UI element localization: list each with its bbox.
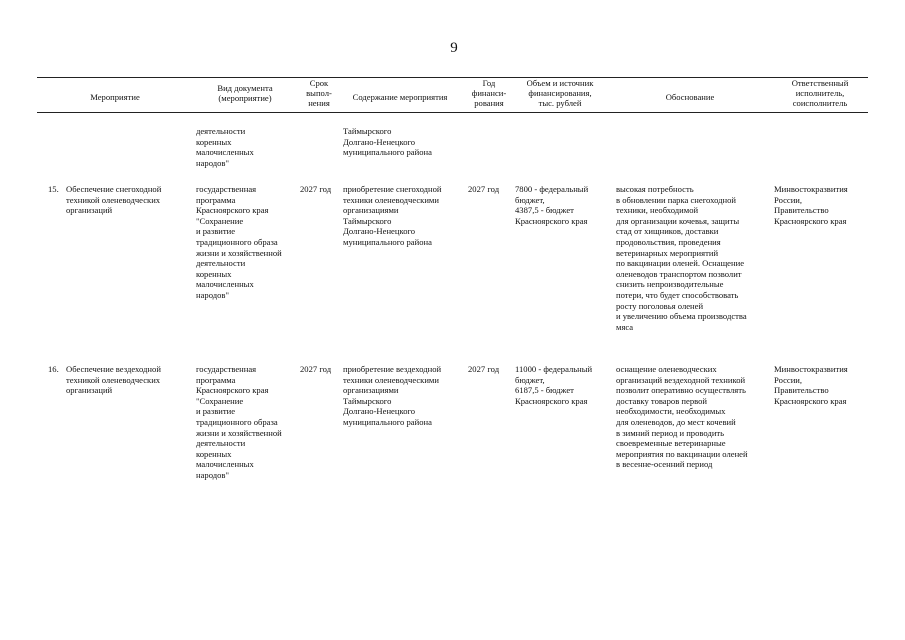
row-fin-year: 2027 год [468, 184, 500, 194]
row-justification: оснащение оленеводческих организаций вездеходной техникой позволит оперативно осуществлять доставку товаров первой необходимости, необходимых для оленеводов, до мест кочевий в зимний период и проводить своевременные ветеринарные мероприятия по вакцинации оленей в весенне-осенний период [616, 364, 748, 470]
row-content: приобретение снегоходной техники оленеводческими организациями Таймырского Долгано-Ненецкого муниципального района [343, 184, 442, 247]
row-event: Обеспечение вездеходной техникой оленеводческих организаций [66, 364, 161, 396]
row-number: 15. [48, 184, 59, 194]
row-number: 16. [48, 364, 59, 374]
table-header-rule [37, 112, 868, 113]
header-content: Содержание мероприятия [352, 92, 448, 102]
header-doc-type: Вид документа (мероприятие) [217, 83, 273, 103]
row-volume: 7800 - федеральный бюджет, 4387,5 - бюджет Красноярского края [515, 184, 589, 226]
row-fin-year: 2027 год [468, 364, 500, 374]
row-volume: 11000 - федеральный бюджет, 6187,5 - бюджет Красноярского края [515, 364, 593, 406]
continuation-content: Таймырского Долгано-Ненецкого муниципального района [343, 126, 432, 158]
row-event: Обеспечение снегоходной техникой оленеводческих организаций [66, 184, 162, 216]
row-deadline: 2027 год [300, 184, 332, 194]
header-volume: Объем и источник финансирования, тыс. рублей [526, 78, 594, 108]
row-justification: высокая потребность в обновлении парка снегоходной техники, необходимой для организации кочевья, защиты стад от хищников, доставки продовольствия, проведения ветеринарных мероприятий по вакцинации оленей. Оснащение оленеводов транспортом позволит снизить непроизводительные потери, что будет способствовать росту поголовья оленей и увеличению объема производства мяса [616, 184, 747, 332]
header-event: Мероприятие [90, 92, 140, 102]
header-responsible: Ответственный исполнитель, соисполнитель [791, 78, 849, 108]
table-top-rule [37, 77, 868, 78]
row-responsible: Минвостокразвития России, Правительство Красноярского края [774, 364, 848, 406]
row-deadline: 2027 год [300, 364, 332, 374]
header-deadline: Срок выпол- нения [306, 78, 332, 108]
row-content: приобретение вездеходной техники оленеводческими организациями Таймырского Долгано-Ненецкого муниципального района [343, 364, 442, 427]
continuation-doc-type: деятельности коренных малочисленных народов" [196, 126, 254, 168]
header-fin-year: Год финанси- рования [471, 78, 507, 108]
row-doc-type: государственная программа Красноярского края "Сохранение и развитие традиционного образа жизни и хозяйственной деятельности коренных малочисленных народов" [196, 364, 282, 480]
page-number: 9 [450, 40, 458, 56]
row-doc-type: государственная программа Красноярского края "Сохранение и развитие традиционного образа жизни и хозяйственной деятельности коренных малочисленных народов" [196, 184, 282, 300]
row-responsible: Минвостокразвития России, Правительство Красноярского края [774, 184, 848, 226]
header-justification: Обоснование [665, 92, 715, 102]
